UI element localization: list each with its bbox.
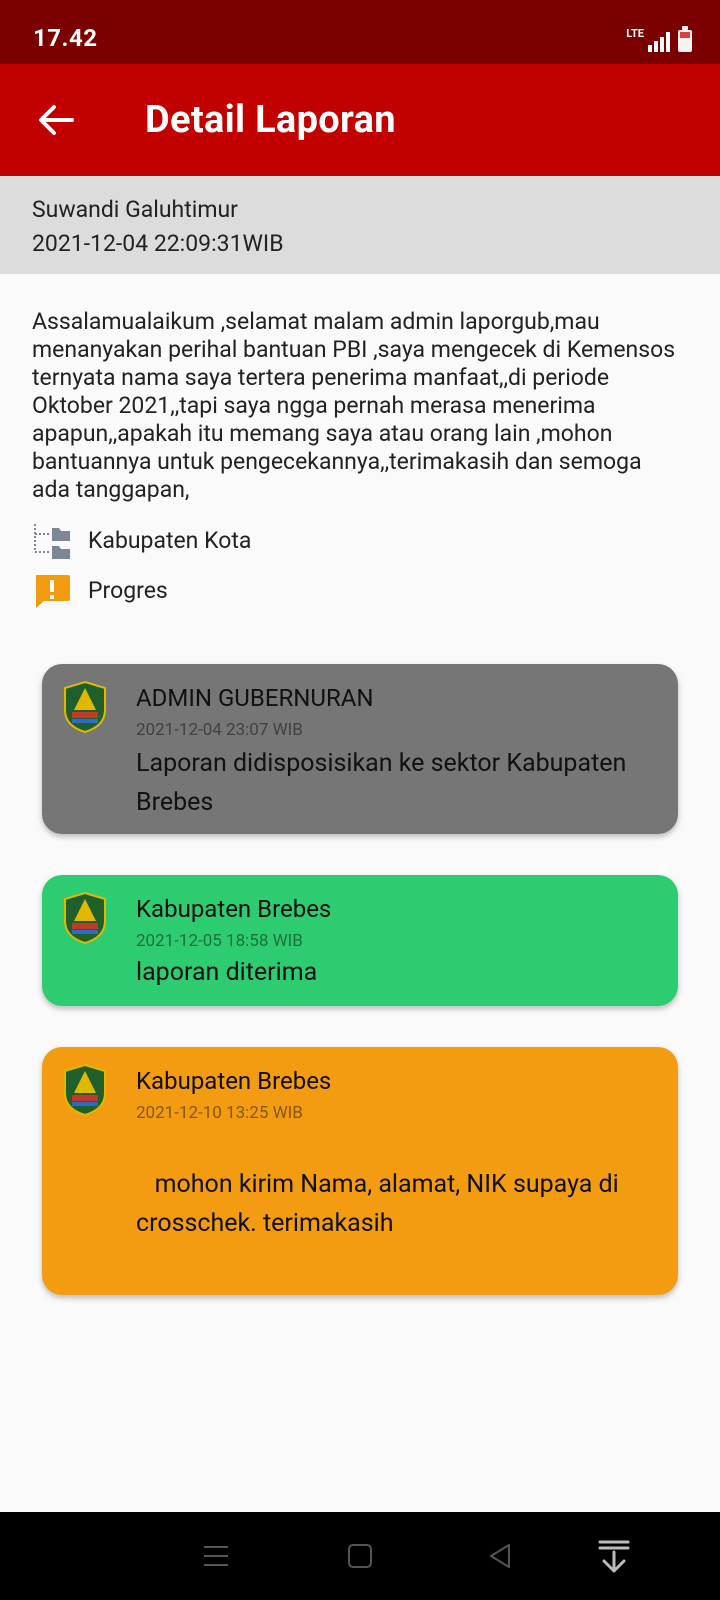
response-sender: ADMIN GUBERNURAN (136, 684, 374, 712)
jateng-emblem-icon (62, 680, 108, 734)
report-body: Assalamualaikum ,selamat malam admin laporgub,mau menanyakan perihal bantuan PBI ,saya mengecek di Kemensos ternyata nama saya tertera penerima manfaat,,di periode Oktober 2021,,tapi saya ngga pernah merasa menerima apapun,,apakah itu memang saya atau orang lain ,mohon bantuannya untuk pengecekannya,,terimakasih dan semoga ada tanggapan, (32, 308, 676, 503)
status-bar (0, 0, 720, 64)
alert-comment-icon (32, 570, 72, 610)
response-sender: Kabupaten Brebes (136, 1067, 332, 1095)
response-card (42, 1047, 678, 1295)
category-label: Kabupaten Kota (88, 526, 252, 554)
battery-icon (678, 30, 692, 52)
status-row (32, 570, 168, 610)
menu-button[interactable] (192, 1532, 240, 1580)
home-square-icon (347, 1543, 373, 1569)
response-time: 2021-12-10 13:25 WIB (136, 1103, 303, 1123)
menu-icon (202, 1544, 230, 1568)
response-message: Laporan didisposisikan ke sektor Kabupaten Brebes (136, 749, 627, 817)
jateng-emblem-icon (62, 1063, 108, 1117)
status-label: Progres (88, 576, 168, 604)
category-row (32, 520, 251, 560)
back-triangle-icon (487, 1542, 513, 1570)
network-type-label: LTE (626, 27, 644, 40)
arrow-left-icon (38, 104, 74, 136)
app-bar (0, 64, 720, 176)
response-time: 2021-12-04 23:07 WIB (136, 720, 303, 740)
status-time: 17.42 (33, 24, 98, 52)
response-card (42, 875, 678, 1006)
home-button[interactable] (336, 1532, 384, 1580)
reporter-info (0, 176, 720, 274)
back-button[interactable] (28, 92, 84, 148)
page-title: Detail Laporan (145, 98, 396, 142)
signal-icon (648, 32, 670, 52)
reporter-name: Suwandi Galuhtimur (32, 196, 238, 223)
jateng-emblem-icon (62, 891, 108, 945)
back-nav-button[interactable] (476, 1532, 524, 1580)
download-button[interactable] (590, 1532, 638, 1580)
system-nav-bar (0, 1512, 720, 1600)
response-sender: Kabupaten Brebes (136, 895, 332, 923)
response-time: 2021-12-05 18:58 WIB (136, 931, 303, 951)
response-message: laporan diterima (136, 958, 318, 987)
response-card (42, 664, 678, 834)
status-icons (626, 26, 692, 52)
reporter-timestamp: 2021-12-04 22:09:31WIB (32, 230, 284, 257)
folder-tree-icon (32, 520, 72, 560)
response-message: mohon kirim Nama, alamat, NIK supaya di crosschek. terimakasih (136, 1170, 625, 1238)
download-arrow-icon (598, 1539, 630, 1573)
